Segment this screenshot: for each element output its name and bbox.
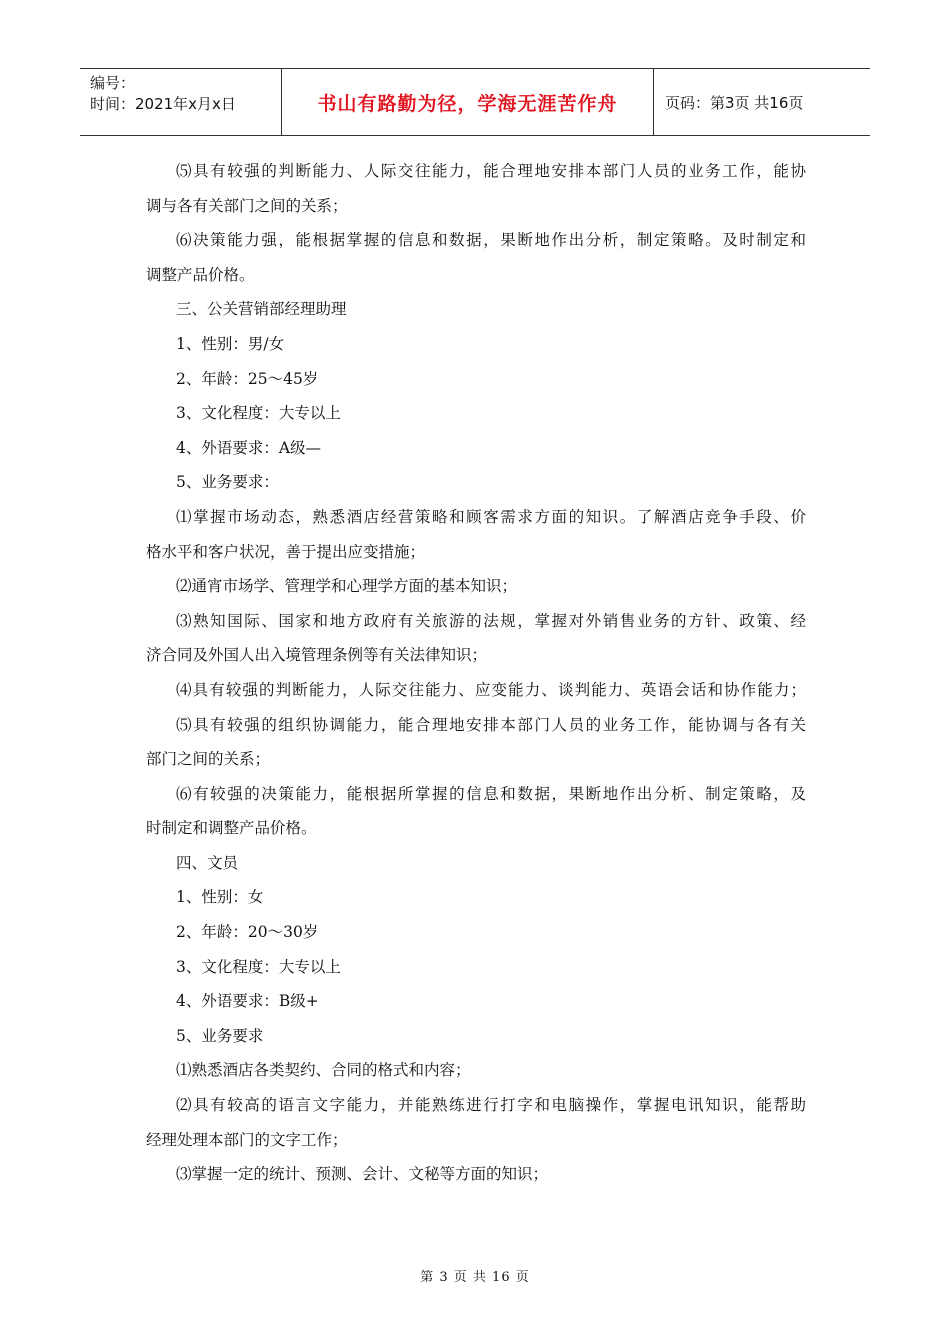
text-line: ⑶掌握一定的统计、预测、会计、文秘等方面的知识； — [176, 1165, 549, 1184]
text-line: 5、业务要求： — [176, 473, 279, 492]
text-line: ⑸具有较强的判断能力、人际交往能力，能合理地安排本部门人员的业务工作，能协 — [176, 162, 806, 180]
text-line: 4、外语要求：B级+ — [176, 992, 319, 1011]
text-line: ⑷具有较强的判断能力，人际交往能力、应变能力、谈判能力、英语会话和协作能力； — [176, 680, 806, 699]
text-line: 2、年龄：25～45岁 — [176, 369, 319, 388]
text-line: ⑶熟知国际、国家和地方政府有关旅游的法规，掌握对外销售业务的方针、政策、经 — [176, 611, 806, 630]
document-date: 时间：2021年x月x日 — [90, 95, 236, 113]
header-page-info: 页码：第3页 共16页 — [665, 93, 804, 112]
text-line: ⑸具有较强的组织协调能力，能合理地安排本部门人员的业务工作，能协调与各有关 — [176, 715, 806, 734]
text-line: 格水平和客户状况，善于提出应变措施； — [146, 542, 426, 561]
text-line: 部门之间的关系； — [146, 750, 271, 769]
header-page-cell — [654, 69, 870, 135]
text-line: 济合同及外国人出入境管理条例等有关法律知识； — [146, 646, 488, 665]
text-line: 5、业务要求 — [176, 1026, 264, 1045]
text-line: 4、外语要求：A级— — [176, 438, 322, 457]
text-line: 四、文员 — [176, 853, 239, 872]
text-line: ⑵通宵市场学、管理学和心理学方面的基本知识； — [176, 577, 518, 596]
text-line: 2、年龄：20～30岁 — [176, 923, 319, 942]
text-line: ⑴掌握市场动态，熟悉酒店经营策略和顾客需求方面的知识。了解酒店竞争手段、价 — [176, 507, 806, 526]
text-line: 经理处理本部门的文字工作； — [146, 1130, 348, 1149]
document-body — [146, 154, 806, 1192]
text-line: ⑴熟悉酒店各类契约、合同的格式和内容； — [176, 1061, 471, 1080]
footer-page-number: 第 3 页 共 16 页 — [420, 1270, 530, 1285]
text-line: 调与各有关部门之间的关系； — [146, 196, 348, 215]
page-header — [80, 68, 870, 136]
text-line: ⑹决策能力强，能根据掌握的信息和数据，果断地作出分析，制定策略。及时制定和 — [176, 231, 806, 250]
text-line: 1、性别：男/女 — [176, 334, 285, 353]
text-line: ⑹有较强的决策能力，能根据所掌握的信息和数据，果断地作出分析、制定策略，及 — [176, 784, 806, 803]
text-line: ⑵具有较高的语言文字能力，并能熟练进行打字和电脑操作，掌握电讯知识，能帮助 — [176, 1096, 806, 1115]
text-line: 1、性别：女 — [176, 888, 264, 907]
text-line: 3、文化程度：大专以上 — [176, 957, 341, 976]
document-number-label: 编号： — [90, 74, 136, 92]
text-line: 3、文化程度：大专以上 — [176, 404, 341, 423]
text-line: 三、公关营销部经理助理 — [176, 300, 347, 319]
header-motto-cell — [282, 69, 654, 135]
page-footer — [0, 1266, 950, 1285]
text-line: 时制定和调整产品价格。 — [146, 819, 317, 838]
header-motto: 书山有路勤为径，学海无涯苦作舟 — [317, 92, 618, 115]
header-meta-cell — [80, 69, 282, 135]
text-line: 调整产品价格。 — [146, 265, 255, 284]
